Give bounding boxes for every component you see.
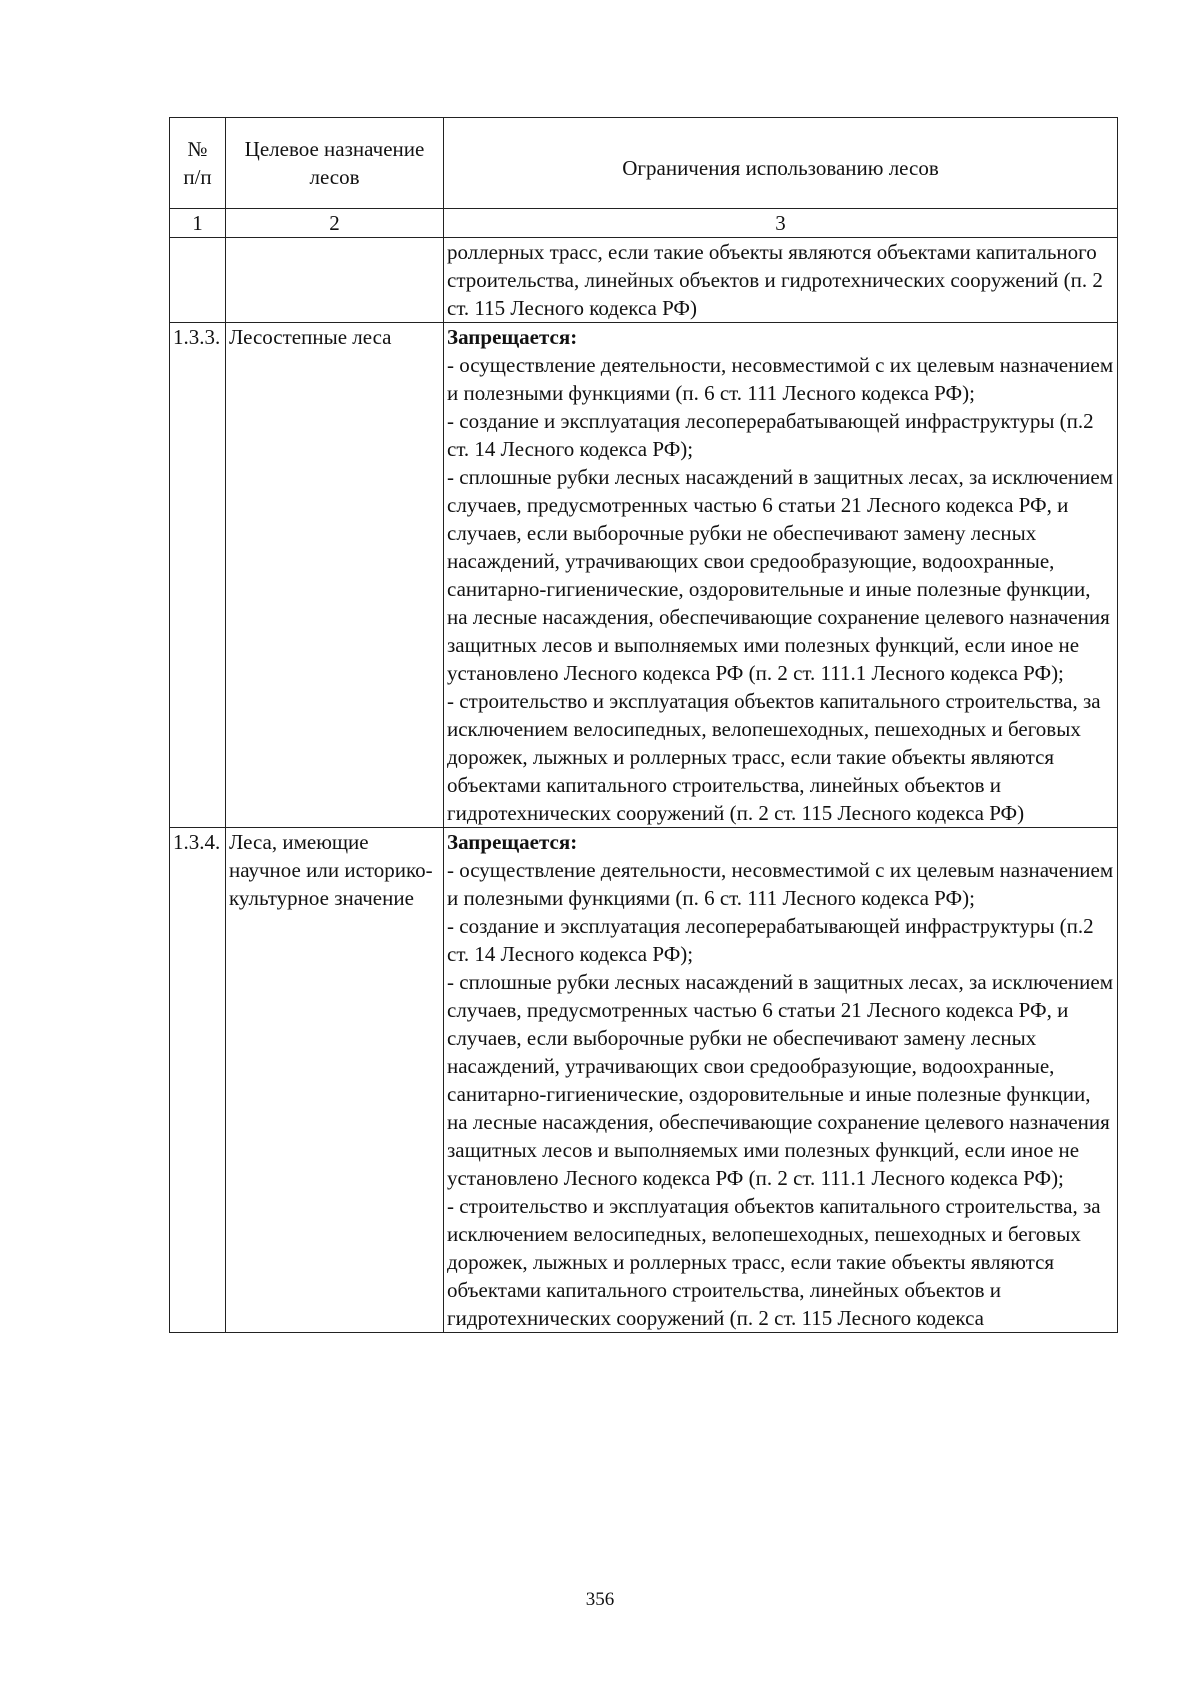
restriction-item: - строительство и эксплуатация объектов капитального строительства, за исключением велосипедных, велопешеходных, пешеходных и беговых дорожек, лыжных и роллерных трасс, если такие объекты являются объектами капитального строительства, линейных объектов и гидротехнических сооружений (п. 2 ст. 115 Лесного кодекса РФ) [447,689,1101,825]
column-number: 3 [444,209,1118,238]
column-number-row [170,209,1118,238]
row-restrictions [444,238,1118,323]
row-purpose: Лесостепные леса [226,323,444,828]
row-restrictions [444,323,1118,828]
restriction-item: - осуществление деятельности, несовместимой с их целевым назначением и полезными функциями (п. 6 ст. 111 Лесного кодекса РФ); [447,353,1114,405]
column-number: 1 [170,209,226,238]
table-row [170,238,1118,323]
table-row [170,828,1118,1333]
restriction-item: - сплошные рубки лесных насаждений в защитных лесах, за исключением случаев, предусмотренных частью 6 статьи 21 Лесного кодекса РФ, и случаев, если выборочные рубки не обеспечивают замену лесных насаждений, утрачивающих свои средообразующие, водоохранные, санитарно-гигиенические, оздоровительные и иные полезные функции, на лесные насаждения, обеспечивающие сохранение целевого назначения защитных лесов и выполняемых ими полезных функций, если иное не установлено Лесного кодекса РФ (п. 2 ст. 111.1 Лесного кодекса РФ); [447,970,1114,1190]
restriction-text: роллерных трасс, если такие объекты являются объектами капитального строительства, линейных объектов и гидротехнических сооружений (п. 2 ст. 115 Лесного кодекса РФ) [447,240,1103,320]
header-purpose: Целевое назначение лесов [226,118,444,209]
row-num: 1.3.4. [170,828,226,1333]
header-restrictions: Ограничения использованию лесов [444,118,1118,209]
row-purpose [226,238,444,323]
forbidden-heading: Запрещается: [447,325,578,349]
table-row [170,323,1118,828]
table-header-row [170,118,1118,209]
column-number: 2 [226,209,444,238]
row-num [170,238,226,323]
restriction-item: - осуществление деятельности, несовместимой с их целевым назначением и полезными функциями (п. 6 ст. 111 Лесного кодекса РФ); [447,858,1114,910]
row-num: 1.3.3. [170,323,226,828]
restriction-item: - создание и эксплуатация лесоперерабатывающей инфраструктуры (п.2 ст. 14 Лесного кодекса РФ); [447,409,1094,461]
forest-restrictions-table [169,117,1118,1333]
row-restrictions [444,828,1118,1333]
restriction-item: - строительство и эксплуатация объектов капитального строительства, за исключением велосипедных, велопешеходных, пешеходных и беговых дорожек, лыжных и роллерных трасс, если такие объекты являются объектами капитального строительства, линейных объектов и гидротехнических сооружений (п. 2 ст. 115 Лесного кодекса [447,1194,1101,1330]
restriction-item: - сплошные рубки лесных насаждений в защитных лесах, за исключением случаев, предусмотренных частью 6 статьи 21 Лесного кодекса РФ, и случаев, если выборочные рубки не обеспечивают замену лесных насаждений, утрачивающих свои средообразующие, водоохранные, санитарно-гигиенические, оздоровительные и иные полезные функции, на лесные насаждения, обеспечивающие сохранение целевого назначения защитных лесов и выполняемых ими полезных функций, если иное не установлено Лесного кодекса РФ (п. 2 ст. 111.1 Лесного кодекса РФ); [447,465,1114,685]
restriction-item: - создание и эксплуатация лесоперерабатывающей инфраструктуры (п.2 ст. 14 Лесного кодекса РФ); [447,914,1094,966]
page-number: 356 [585,1589,615,1610]
row-purpose: Леса, имеющие научное или историко-культурное значение [226,828,444,1333]
header-num: № п/п [170,118,226,209]
forbidden-heading: Запрещается: [447,830,578,854]
